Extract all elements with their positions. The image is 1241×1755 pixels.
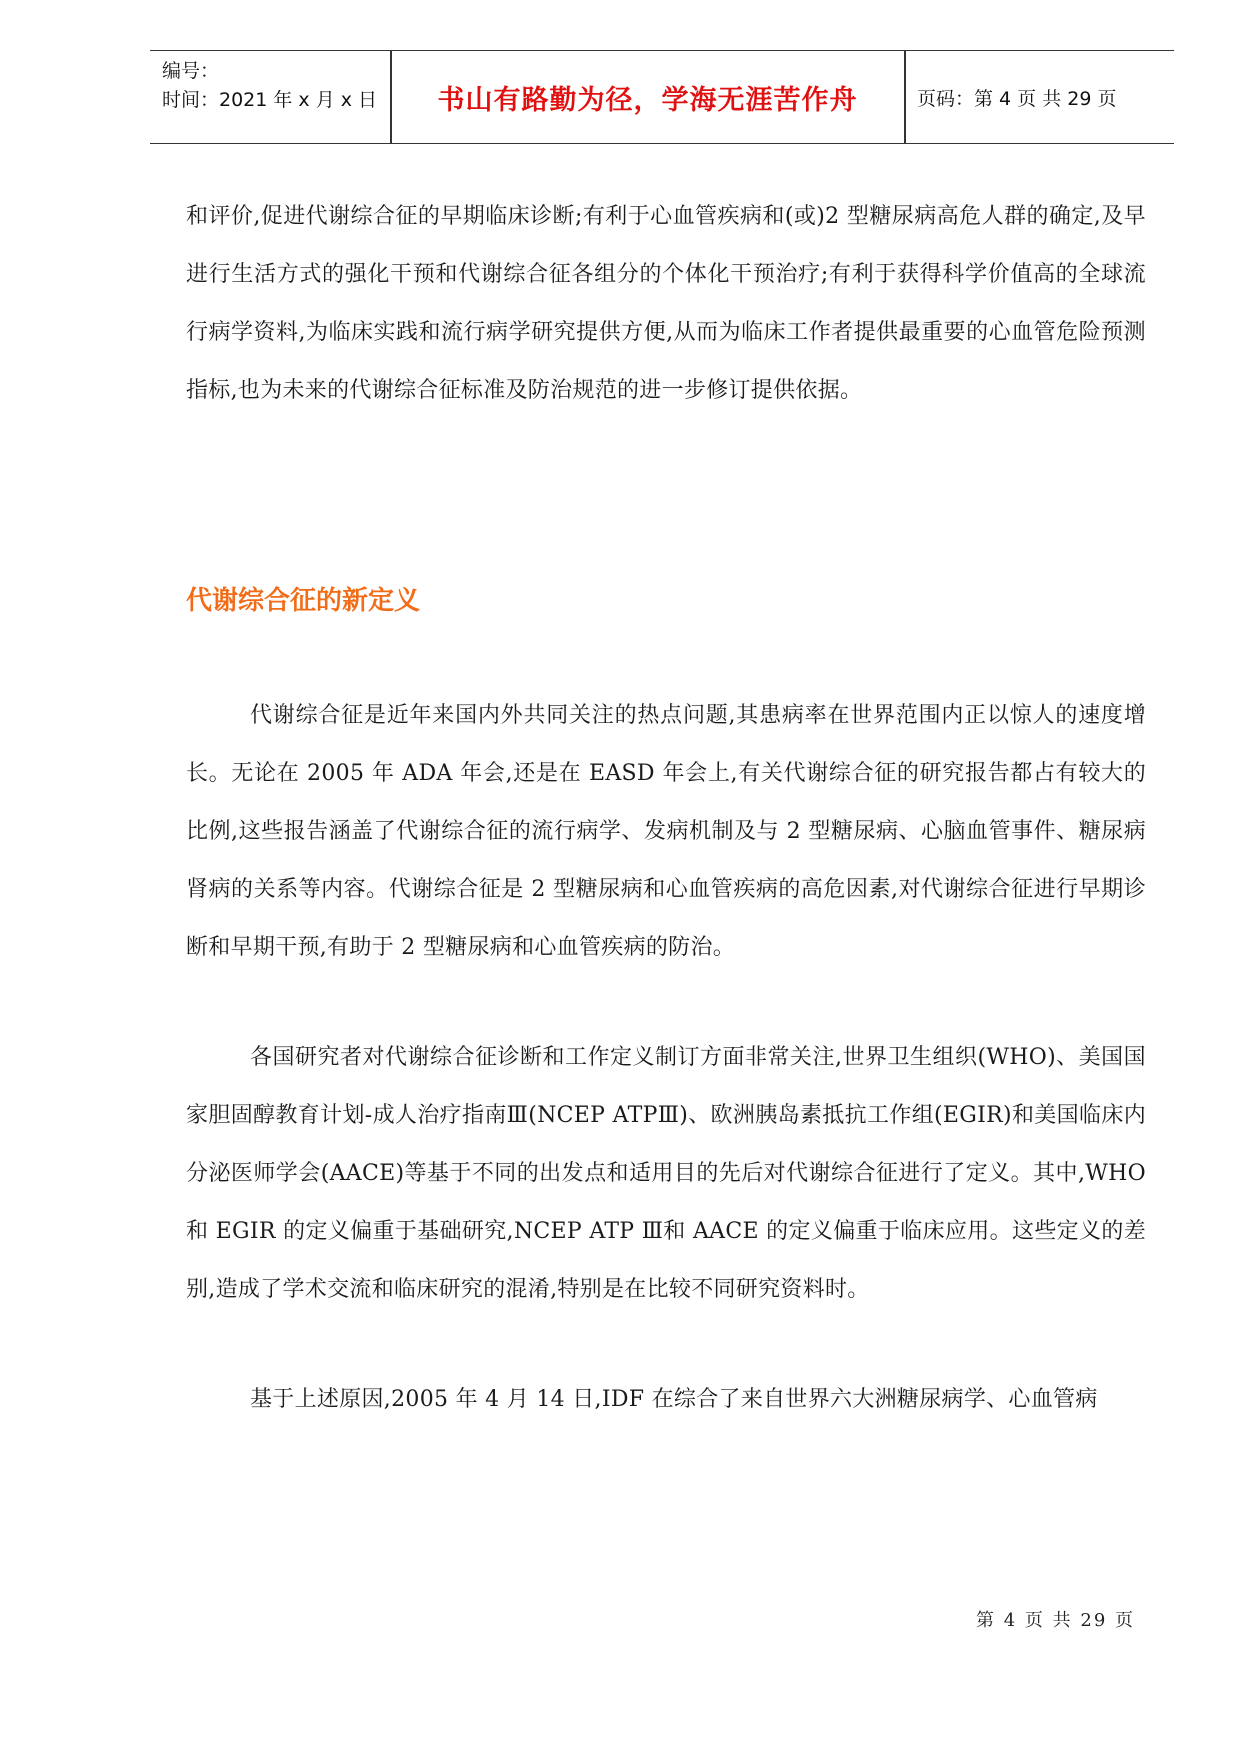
header-motto: 书山有路勤为径，学海无涯苦作舟 bbox=[437, 84, 858, 116]
intro-paragraph: 和评价,促进代谢综合征的早期临床诊断;有利于心血管疾病和(或)2 型糖尿病高危人群的确定,及早进行生活方式的强化干预和代谢综合征各组分的个体化干预治疗;有利于获得科学价值高的全球流行病学资料,为临床实践和流行病学研究提供方便,从而为临床工作者提供最重要的心血管危险预测指标,也为未来的代谢综合征标准及防治规范的进一步修订提供依据。 bbox=[186, 204, 1146, 403]
page-header bbox=[150, 50, 1174, 144]
header-page-info: 页码：第 4 页 共 29 页 bbox=[917, 87, 1117, 110]
header-meta bbox=[162, 57, 412, 115]
paragraph-1: 代谢综合征是近年来国内外共同关注的热点问题,其患病率在世界范围内正以惊人的速度增长。无论在 2005 年 ADA 年会,还是在 EASD 年会上,有关代谢综合征的研究报告都占有较大的比例,这些报告涵盖了代谢综合征的流行病学、发病机制及与 2 型糖尿病、心脑血管事件、糖尿病肾病的关系等内容。代谢综合征是 2 型糖尿病和心血管疾病的高危因素,对代谢综合征进行早期诊断和早期干预,有助于 2 型糖尿病和心血管疾病的防治。 bbox=[186, 703, 1146, 960]
doc-time-label: 时间：2021 年 x 月 x 日 bbox=[162, 89, 378, 111]
document-body bbox=[186, 188, 1146, 1429]
section-heading: 代谢综合征的新定义 bbox=[186, 586, 421, 616]
doc-code-label: 编号： bbox=[162, 60, 220, 82]
paragraph-2: 各国研究者对代谢综合征诊断和工作定义制订方面非常关注,世界卫生组织(WHO)、美国国家胆固醇教育计划-成人治疗指南Ⅲ(NCEP ATPⅢ)、欧洲胰岛素抵抗工作组(EGIR)和美国临床内分泌医师学会(AACE)等基于不同的出发点和适用目的先后对代谢综合征进行了定义。其中,WHO 和 EGIR 的定义偏重于基础研究,NCEP ATP Ⅲ和 AACE 的定义偏重于临床应用。这些定义的差别,造成了学术交流和临床研究的混淆,特别是在比较不同研究资料时。 bbox=[186, 1045, 1146, 1302]
paragraph-3: 基于上述原因,2005 年 4 月 14 日,IDF 在综合了来自世界六大洲糖尿病学、心血管病 bbox=[250, 1387, 1098, 1412]
page-footer: 第 4 页 共 29 页 bbox=[976, 1610, 1135, 1631]
